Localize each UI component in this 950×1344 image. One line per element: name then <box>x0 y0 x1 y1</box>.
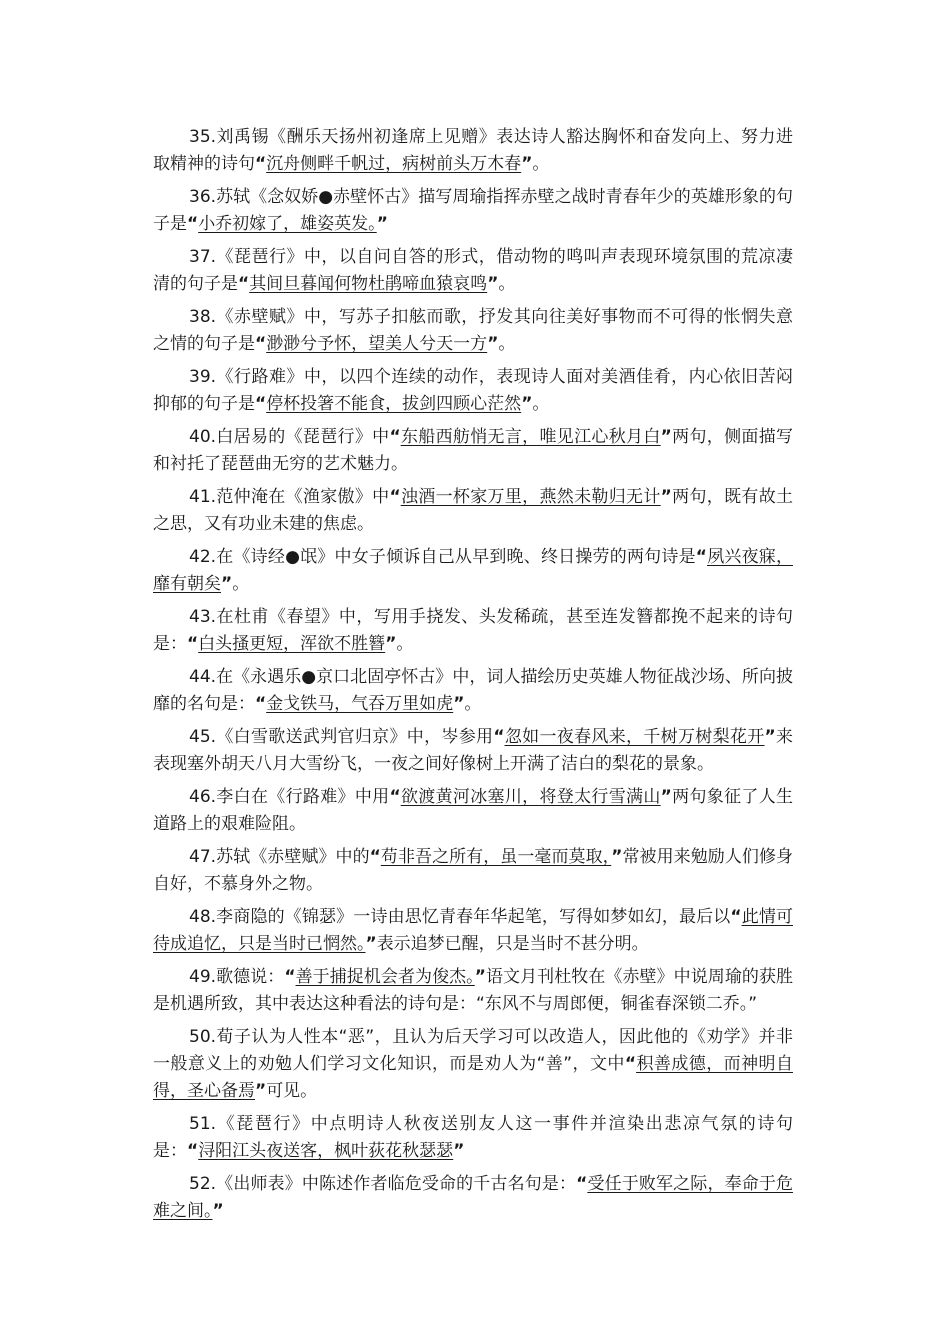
question-number: 39. <box>189 367 217 387</box>
question-text: 在《诗经●氓》中女子倾诉自己从早到晚、终日操劳的两句诗是 <box>216 547 696 567</box>
question-number: 45. <box>189 727 217 747</box>
question-text: 李商隐的《锦瑟》一诗由思忆青春年华起笔，写得如梦如幻，最后以 <box>216 907 731 927</box>
question-number: 50. <box>189 1027 217 1047</box>
question-number: 43. <box>189 607 217 627</box>
question-number: 36. <box>189 187 217 207</box>
quote-close-mark: ” <box>660 427 672 447</box>
question-item <box>153 844 793 898</box>
question-tail-text: 。 <box>498 274 516 294</box>
question-item <box>153 904 793 958</box>
answer-text: 小乔初嫁了，雄姿英发。 <box>198 214 377 234</box>
quote-open-mark: “ <box>389 427 401 447</box>
question-item <box>153 964 793 1018</box>
question-text: 在《永遇乐●京口北固亭怀古》中，词人描绘历史英雄人物征战沙场、所向披靡的名句是： <box>153 667 793 714</box>
question-number: 47. <box>189 847 217 867</box>
question-text: 刘禹锡《酬乐天扬州初逢席上见赠》表达诗人豁达胸怀和奋发向上、努力进取精神的诗句 <box>153 127 793 174</box>
answer-text: 沉舟侧畔千帆过，病树前头万木春 <box>266 154 522 174</box>
question-number: 49. <box>189 967 217 987</box>
question-number: 35. <box>189 127 217 147</box>
question-item <box>153 304 793 358</box>
quote-close-mark: ” <box>521 394 533 414</box>
quote-close-mark: ” <box>365 934 377 954</box>
question-item <box>153 544 793 598</box>
question-tail-text: 常被用来勉励人们修身自好，不慕身外之物。 <box>153 847 793 894</box>
answer-text: 东船西舫悄无言，唯见江心秋月白 <box>400 427 661 447</box>
question-item <box>153 604 793 658</box>
quote-close-mark: ” <box>212 1201 224 1221</box>
document-page <box>153 124 793 1231</box>
quote-open-mark: “ <box>284 967 296 987</box>
quote-open-mark: “ <box>624 1054 637 1074</box>
question-item <box>153 184 793 238</box>
question-tail-text: 。 <box>532 154 550 174</box>
quote-open-mark: “ <box>493 727 505 747</box>
quote-close-mark: ” <box>660 487 672 507</box>
question-text: 范仲淹在《渔家傲》中 <box>216 487 390 507</box>
quote-open-mark: “ <box>576 1174 588 1194</box>
quote-open-mark: “ <box>238 274 250 294</box>
answer-text: 积善成德，而神明自得，圣心备焉 <box>153 1054 793 1101</box>
question-number: 52. <box>189 1174 217 1194</box>
quote-close-mark: ” <box>474 967 486 987</box>
question-text: 苏轼《念奴娇●赤壁怀古》描写周瑜指挥赤壁之战时青春年少的英雄形象的句子是 <box>153 187 793 234</box>
quote-close-mark: ” <box>487 334 499 354</box>
question-text: 《行路难》中，以四个连续的动作，表现诗人面对美酒佳肴，内心依旧苦闷抑郁的句子是 <box>153 367 793 414</box>
question-item <box>153 124 793 178</box>
quote-close-mark: ” <box>521 154 533 174</box>
answer-text: 浔阳江头夜送客，枫叶荻花秋瑟瑟 <box>198 1141 454 1161</box>
quote-open-mark: “ <box>187 214 199 234</box>
quote-close-mark: ” <box>453 694 465 714</box>
answer-text: 金戈铁马，气吞万里如虎 <box>266 694 454 714</box>
question-number: 37. <box>189 247 217 267</box>
question-text: 荀子认为人性本“恶”，且认为后天学习可以改造人，因此他的《劝学》并非一般意义上的劝勉人们学习文化知识，而是劝人为“善”，文中 <box>153 1027 793 1074</box>
answer-text: 渺渺兮予怀，望美人兮天一方 <box>266 334 488 354</box>
question-tail-text: 两句象征了人生道路上的艰难险阻。 <box>153 787 794 834</box>
quote-close-mark: ” <box>487 274 499 294</box>
quote-open-mark: “ <box>255 154 267 174</box>
question-text: 《出师表》中陈述作者临危受命的千古名句是： <box>216 1174 577 1194</box>
question-item <box>153 784 793 838</box>
question-item <box>153 1171 793 1225</box>
question-tail-text: 。 <box>498 334 516 354</box>
question-tail-text: 来表现塞外胡天八月大雪纷飞，一夜之间好像树上开满了洁白的梨花的景象。 <box>153 727 794 774</box>
quote-close-mark: ” <box>660 787 672 807</box>
quote-open-mark: “ <box>695 547 707 567</box>
quote-close-mark: ” <box>376 214 388 234</box>
question-text: 《赤壁赋》中，写苏子扣舷而歌，抒发其向往美好事物而不可得的怅惘失意之情的句子是 <box>153 307 793 354</box>
quote-close-mark: ” <box>255 1081 267 1101</box>
question-number: 44. <box>189 667 217 687</box>
quote-close-mark: ” <box>764 727 776 747</box>
question-number: 40. <box>189 427 217 447</box>
answer-text: 其间旦暮闻何物杜鹃啼血猿哀鸣 <box>249 274 488 294</box>
question-tail-text: 表示追梦已醒，只是当时不甚分明。 <box>376 934 649 954</box>
question-tail-text: 。 <box>464 694 482 714</box>
question-number: 51. <box>189 1114 217 1134</box>
answer-text: 受任于败军之际，奉命于危难之间。 <box>153 1174 794 1221</box>
question-text: 歌德说： <box>216 967 285 987</box>
question-tail-text: 可见。 <box>266 1081 318 1101</box>
question-text: 《琵琶行》中点明诗人秋夜送别友人这一事件并渲染出悲凉气氛的诗句是： <box>153 1114 793 1161</box>
question-item <box>153 664 793 718</box>
question-text: 《白雪歌送武判官归京》中，岑参用 <box>216 727 494 747</box>
question-number: 41. <box>189 487 217 507</box>
answer-text: 欲渡黄河冰塞川，将登太行雪满山 <box>400 787 661 807</box>
question-item <box>153 1024 793 1105</box>
answer-text: 此情可待成追忆，只是当时已惘然。 <box>153 907 793 954</box>
question-tail-text: 两句，侧面描写和衬托了琵琶曲无穷的艺术魅力。 <box>153 427 794 474</box>
question-tail-text: 两句，既有故土之思，又有功业未建的焦虑。 <box>153 487 794 534</box>
question-tail-text: 。 <box>396 634 414 654</box>
question-text: 《琵琶行》中，以自问自答的形式，借动物的鸣叫声表现环境氛围的荒凉凄清的句子是 <box>153 247 793 294</box>
question-number: 38. <box>189 307 217 327</box>
quote-open-mark: “ <box>389 487 401 507</box>
quote-open-mark: “ <box>255 694 267 714</box>
answer-text: 善于捕捉机会者为俊杰。 <box>295 967 475 987</box>
question-item <box>153 724 793 778</box>
quote-close-mark: ” <box>221 574 233 594</box>
quote-open-mark: “ <box>369 847 381 867</box>
question-text: 李白在《行路难》中用 <box>216 787 390 807</box>
question-item <box>153 364 793 418</box>
question-item <box>153 484 793 538</box>
answer-text: 停杯投箸不能食，拔剑四顾心茫然 <box>266 394 522 414</box>
question-item <box>153 244 793 298</box>
quote-open-mark: “ <box>255 334 267 354</box>
quote-open-mark: “ <box>187 1141 199 1161</box>
quote-open-mark: “ <box>389 787 401 807</box>
quote-open-mark: “ <box>187 634 199 654</box>
quote-open-mark: “ <box>255 394 267 414</box>
question-item <box>153 1111 793 1165</box>
quote-close-mark: ” <box>611 847 623 867</box>
question-item <box>153 424 793 478</box>
question-tail-text: 。 <box>532 394 550 414</box>
answer-text: 苟非吾之所有，虽一毫而莫取， <box>380 847 612 867</box>
question-number: 46. <box>189 787 217 807</box>
quote-open-mark: “ <box>730 907 742 927</box>
question-text: 白居易的《琵琶行》中 <box>216 427 390 447</box>
question-tail-text: 语文月刊杜牧在《赤壁》中说周瑜的获胜是机遇所致，其中表达这种看法的诗句是：“东风不与周郎便，铜雀春深锁二乔。” <box>153 967 794 1014</box>
question-text: 在杜甫《春望》中，写用手挠发、头发稀疏，甚至连发簪都挽不起来的诗句是： <box>153 607 793 654</box>
answer-text: 忽如一夜春风来，千树万树梨花开 <box>504 727 765 747</box>
question-number: 42. <box>189 547 217 567</box>
answer-text: 白头搔更短，浑欲不胜簪 <box>198 634 386 654</box>
quote-close-mark: ” <box>453 1141 465 1161</box>
question-number: 48. <box>189 907 217 927</box>
answer-text: 浊酒一杯家万里，燕然未勒归无计 <box>400 487 661 507</box>
quote-close-mark: ” <box>385 634 397 654</box>
question-tail-text: 。 <box>232 574 250 594</box>
answer-text: 夙兴夜寐，靡有朝矣 <box>153 547 794 594</box>
question-text: 苏轼《赤壁赋》中的 <box>216 847 370 867</box>
